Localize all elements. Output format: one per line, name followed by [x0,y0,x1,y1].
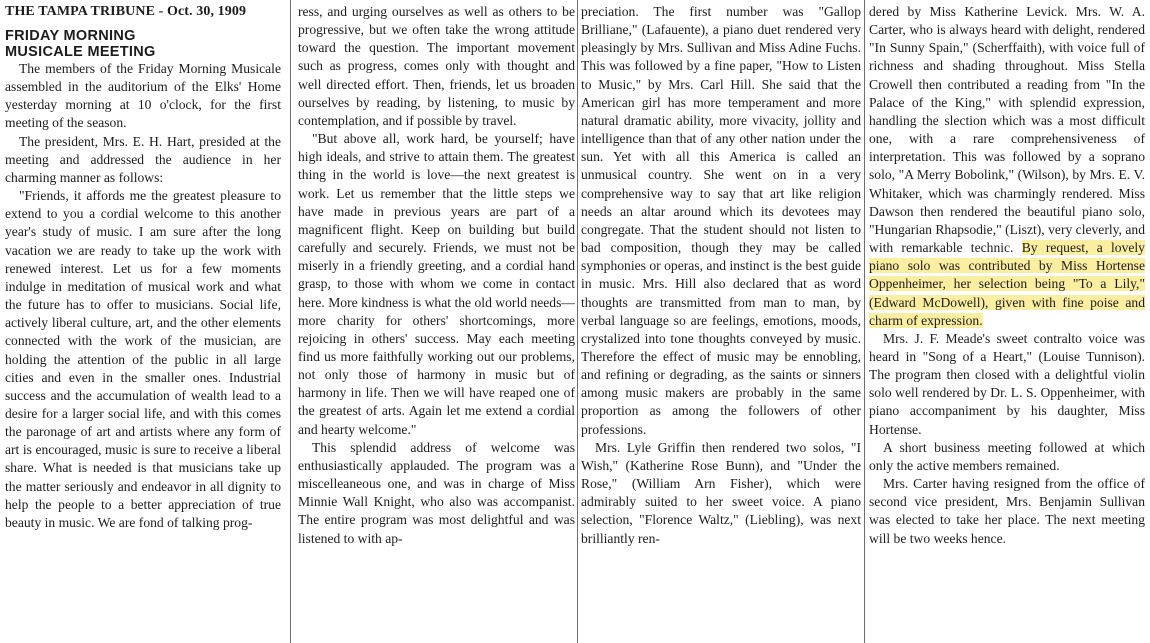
paragraph: "But above all, work hard, be yourself; have high ideals, and strive to attain them. The greatest thing in the world is love—the next greatest is work. Let us remember that the little steps we have made in previous years are part of a magnificent flight. Keep on building but build carefully and securely. Friends, we must not be miserly in a friendly greeting, and a cordial hand grasp, to those with whom we come in contact here. More kindness is what the old world needs—more charity for others' shortcomings, more rejoicing in others' success. May each meeting find us more faithfully working out our problems, not only those of harmony in music but of harmony in life. Then we will have reaped one of the greatest of arts. Again let me extend a cordial and hearty welcome." [298,131,575,437]
column-rule-2 [577,0,578,643]
paragraph: A short business meeting followed at which only the active members remained. [869,439,1145,473]
paragraph: ress, and urging ourselves as well as others to be progressive, but we often take the wrong attitude toward the question. The important movement such as progress, comes only with thought and well directed effort. Then, friends, let us broaden ourselves by reading, by listening, to music by contemplation, and if possible by travel. [298,4,575,128]
column-rule-1 [290,0,291,643]
column-2 [298,3,575,641]
paragraph: This splendid address of welcome was enthusiastically applauded. The program was a miscelleaneous one, and was in charge of Miss Minnie Wall Knight, who also was accompanist. The entire program was most delightful and was listened to with ap- [298,439,575,546]
column-1 [5,3,281,641]
paragraph: Mrs. Lyle Griffin then rendered two solos, "I Wish," (Katherine Rose Bunn), and "Under the Rose," (William Arn Fisher), which were admirably suited to her sweet voice. A piano selection, "Florence Waltz," (Liebling), was next brilliantly ren- [581,439,861,546]
highlighted-passage: By request, a lovely piano solo was contributed by Miss Hortense Oppenheimer, her selection being "To a Lily," (Edward McDowell), given with fine poise and charm of expression. [869,240,1145,328]
paragraph: Mrs. Carter having resigned from the office of second vice president, Mrs. Benjamin Sullivan was elected to take her place. The next meeting will be two weeks hence. [869,476,1145,546]
column-rule-3 [864,0,865,643]
paragraph: "Friends, it affords me the greatest pleasure to extend to you a cordial welcome to this another year's study of music. I am sure after the long vacation we are ready to take up the work with renewed interest. Let us for a few moments indulge in meditation of musical work and what the future has to offer to musicians. Social life, actively liberal culture, art, and the other elements connected with the work of the musician, are holding the attention of the public in all large cities and even in the smaller ones. Industrial success and the accumulation of wealth lead to a desire for a larger social life, and with this comes the paronage of art and artists where any form of art is encouraged, music is sure to receive a liberal share. What is needed is that musicians take up the matter seriously and endeavor in all dignity to help the people to a better appreciation of true beauty in music. We are fond of talking prog- [5,188,281,530]
headline-line-1: FRIDAY MORNING [5,28,136,44]
column-4 [869,3,1145,641]
paragraph: Mrs. J. F. Meade's sweet contralto voice was heard in "Song of a Heart," (Louise Tunnison). The program then closed with a delightful violin solo well rendered by Dr. L. S. Oppenheimer, with piano accompaniment by his daughter, Miss Hortense. [869,330,1145,437]
dateline: THE TAMPA TRIBUNE - Oct. 30, 1909 [5,4,247,19]
column-3 [581,3,861,641]
paragraph [869,3,1145,330]
paragraph: preciation. The first number was "Gallop Brilliane," (Lafauente), a piano duet rendered very pleasingly by Mrs. Sullivan and Miss Adine Fuchs. This was followed by a fine paper, "How to Listen to Music," by Mrs. Carl Hill. She said that the American girl has more temperament and more natural dramatic ability, more vivacity, jollity and intelligence than that of any other nation under the sun. Yet with all this America is called an unmusical country. She went on in a very comprehensive way to say that art like religion needs an altar around which its devotees may congregate. That the student should not listen to bad composition, though they may be called symphonies or operas, and instinct is the best guide in music. Mrs. Hill also declared that as word thoughts are transmitted from man to man, by verbal language so are feelings, emotions, moods, crystalized into tone thoughts conveyed by music. Therefore the effect of music may be ennobling, and refining or degrading, as the saints or sinners among music makers are probably in the same proportion as among the followers of other professions. [581,4,861,437]
headline-line-2: MUSICALE MEETING [5,44,156,60]
paragraph: The president, Mrs. E. H. Hart, presided at the meeting and addressed the audience in her charming manner as follows: [5,133,281,185]
paragraph-text: dered by Miss Katherine Levick. Mrs. W. A. Carter, who is always heard with delight, rendered "In Sunny Spain," (Scherffaith), with voice full of richness and shading throughout. Miss Stella Crowell then contributed a reading from "In the Palace of the King," with splendid expression, handling the slection which was a most difficult one, with a rare comprehensiveness of interpretation. This was followed by a soprano solo, "A Merry Bobolink," (Wilson), by Mrs. E. V. Whitaker, which was charmingly rendered. Miss Dawson then rendered the beautiful piano solo, "Hungarian Rhapsodie," (Liszt), very cleverly, and with remarkable technic. [869,4,1145,256]
paragraph: The members of the Friday Morning Musicale assembled in the auditorium of the Elks' Home yesterday morning at 10 o'clock, for the first meeting of the season. [5,61,281,131]
